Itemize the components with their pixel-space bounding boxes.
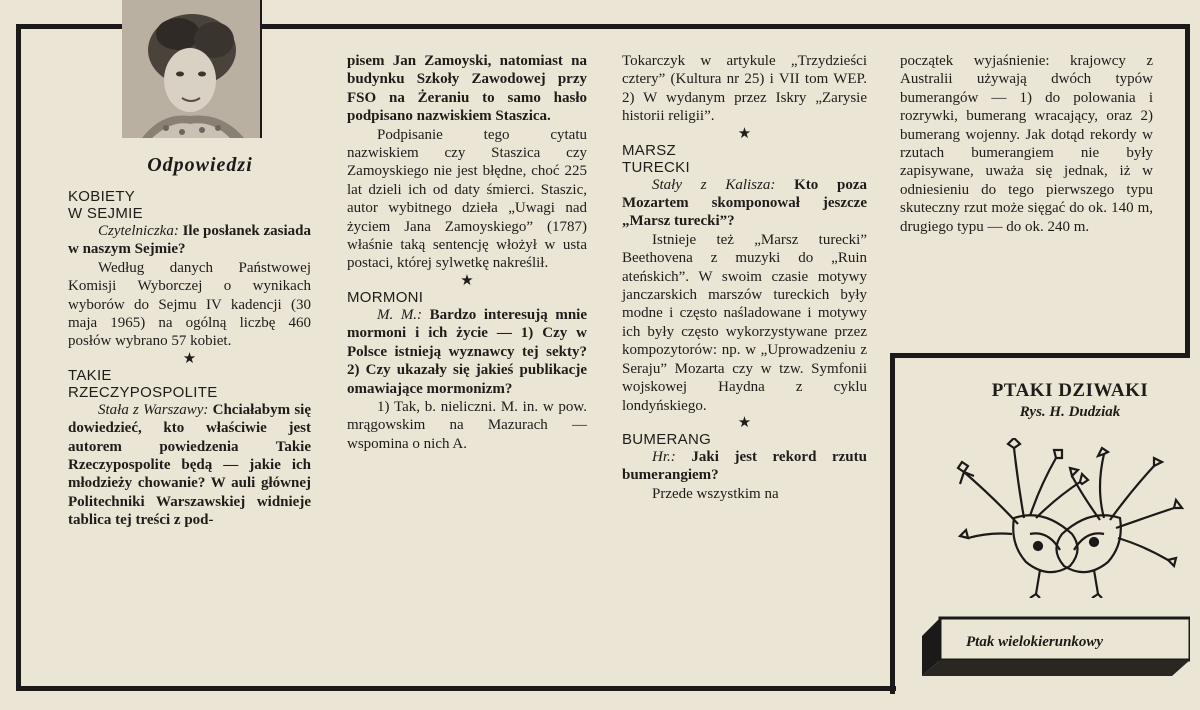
- cartoon-header: [910, 372, 1190, 421]
- reader-question: [622, 176, 867, 231]
- reader-question: [347, 306, 587, 398]
- column-2: [347, 52, 587, 453]
- cartoon-credit: Rys. H. Dudziak: [1019, 404, 1121, 420]
- star-separator: ★: [460, 272, 474, 289]
- question-continuation: pisem Jan Zamoyski, natomiast na budynku Szkoły Zawodowej przy FSO na Żeraniu to samo hasło podpisano nazwiskiem Staszica.: [347, 53, 587, 125]
- question-author: M. M.:: [377, 306, 423, 323]
- answer-text: Istnieje też „Marsz turecki” Beethovena z muzyki do „Ruin ateńskich”. W swoim czasie motywy janczarskich marszów tureckich były modne i często naśladowane i motywy ich były często wykorzystywane przez kompozytorów: np. w „Uprowadzeniu z Seraju” Mozarta czy w tzw. Symfonii wojskowej Haydna z cyklu londyńskiego.: [622, 231, 867, 414]
- question-text: Ile posłanek zasiada w naszym Sejmie?: [68, 223, 311, 258]
- column-3: [622, 52, 867, 503]
- section-title: TAKIE: [68, 366, 112, 384]
- question-author: Czytelniczka:: [98, 223, 179, 239]
- question-text: Kto poza Mozartem skomponował jeszcze „Marsz turecki”?: [622, 176, 867, 230]
- answer-continuation: Tokarczyk w artykule „Trzydzieści cztery” (Kultura nr 25) i VII tom WEP. 2) W wydanym przez Iskry „Zarysie historii religii”.: [622, 53, 867, 125]
- star-separator: ★: [182, 350, 197, 367]
- question-author: Stały z Kalisza:: [652, 176, 776, 193]
- star-separator: ★: [737, 125, 752, 142]
- reader-question: [68, 222, 311, 259]
- reader-question: [622, 448, 867, 485]
- answer-text: 1) Tak, b. nieliczni. M. in. w pow. mrągowskim na Mazurach — wspomina o nich A.: [347, 398, 587, 452]
- question-text: Bardzo interesują mnie mormoni i ich życie — 1) Czy w Polsce istnieją wyznawcy tej sekty? 2) Czy ukazały się jakieś publikacje omawiające mormonizm?: [347, 306, 587, 397]
- frame-inner-border-top: [890, 353, 1190, 358]
- portrait-illustration: [122, 0, 260, 138]
- section-title: KOBIETY: [68, 188, 136, 205]
- frame-inner-border-left: [890, 353, 895, 694]
- answer-continuation: początek wyjaśnienie: krajowcy z Australii używają dwóch typów bumerangów — 1) do polowania i rozrywki, bumerang wracający, oraz 2) bumerang wojenny. Jak dotąd rekordy w rzutach bumerangiem nie były zapisywane, uważa się jednak, iż w odniesieniu do tego pierwszego typu skuteczny rzut może sięgać do ok. 140 m, drugiego typu — do ok. 240 m.: [900, 53, 1153, 235]
- section-heading: Odpowiedzi: [147, 154, 253, 176]
- section-title: BUMERANG: [622, 430, 712, 448]
- section-title: TURECKI: [622, 158, 690, 176]
- author-photo: [122, 0, 262, 138]
- section-title: W SEJMIE: [68, 205, 143, 222]
- question-text: Jaki jest rekord rzutu bumerangiem?: [622, 448, 867, 484]
- column-4: [900, 52, 1153, 236]
- answer-text: Według danych Państwowej Komisji Wyborczej o wynikach wyborów do Sejmu IV kadencji (30 maja 1965) na ogólną liczbę 460 posłów wybrano 57 kobiet.: [68, 259, 311, 350]
- answer-text: Przede wszystkim na: [652, 485, 779, 502]
- cartoon-drawing: [944, 438, 1190, 598]
- answer-text: Podpisanie tego cytatu nazwiskiem czy Staszica czy Zamoyskiego nie jest błędne, choć 225 lat dzieli ich od daty śmierci. Staszic, autor wybitnego dzieła „Uwagi nad życiem Jana Zamoyskiego” (1787) właśnie taką sentencję włożył w usta postaci, której sylwetkę nakreślił.: [347, 126, 587, 272]
- question-author: Hr.:: [652, 448, 676, 465]
- cartoon-caption: Ptak wielokierunkowy: [966, 634, 1104, 650]
- reader-question: [68, 401, 311, 530]
- star-separator: ★: [737, 414, 752, 431]
- question-text: Chciałabym się dowiedzieć, kto właściwie jest autorem powiedzenia Takie Rzeczypospolite będą — jakie ich młodzieży chowanie? W auli głównej Politechniki Warszawskiej widnieje tablica tej treści z pod-: [68, 401, 311, 529]
- section-title: RZECZYPOSPOLITE: [68, 383, 218, 401]
- section-title: MARSZ: [622, 141, 676, 159]
- column-1: [68, 188, 311, 530]
- section-title: MORMONI: [347, 288, 424, 306]
- cartoon-title: PTAKI DZIWAKI: [991, 380, 1149, 401]
- question-author: Stała z Warszawy:: [98, 401, 209, 418]
